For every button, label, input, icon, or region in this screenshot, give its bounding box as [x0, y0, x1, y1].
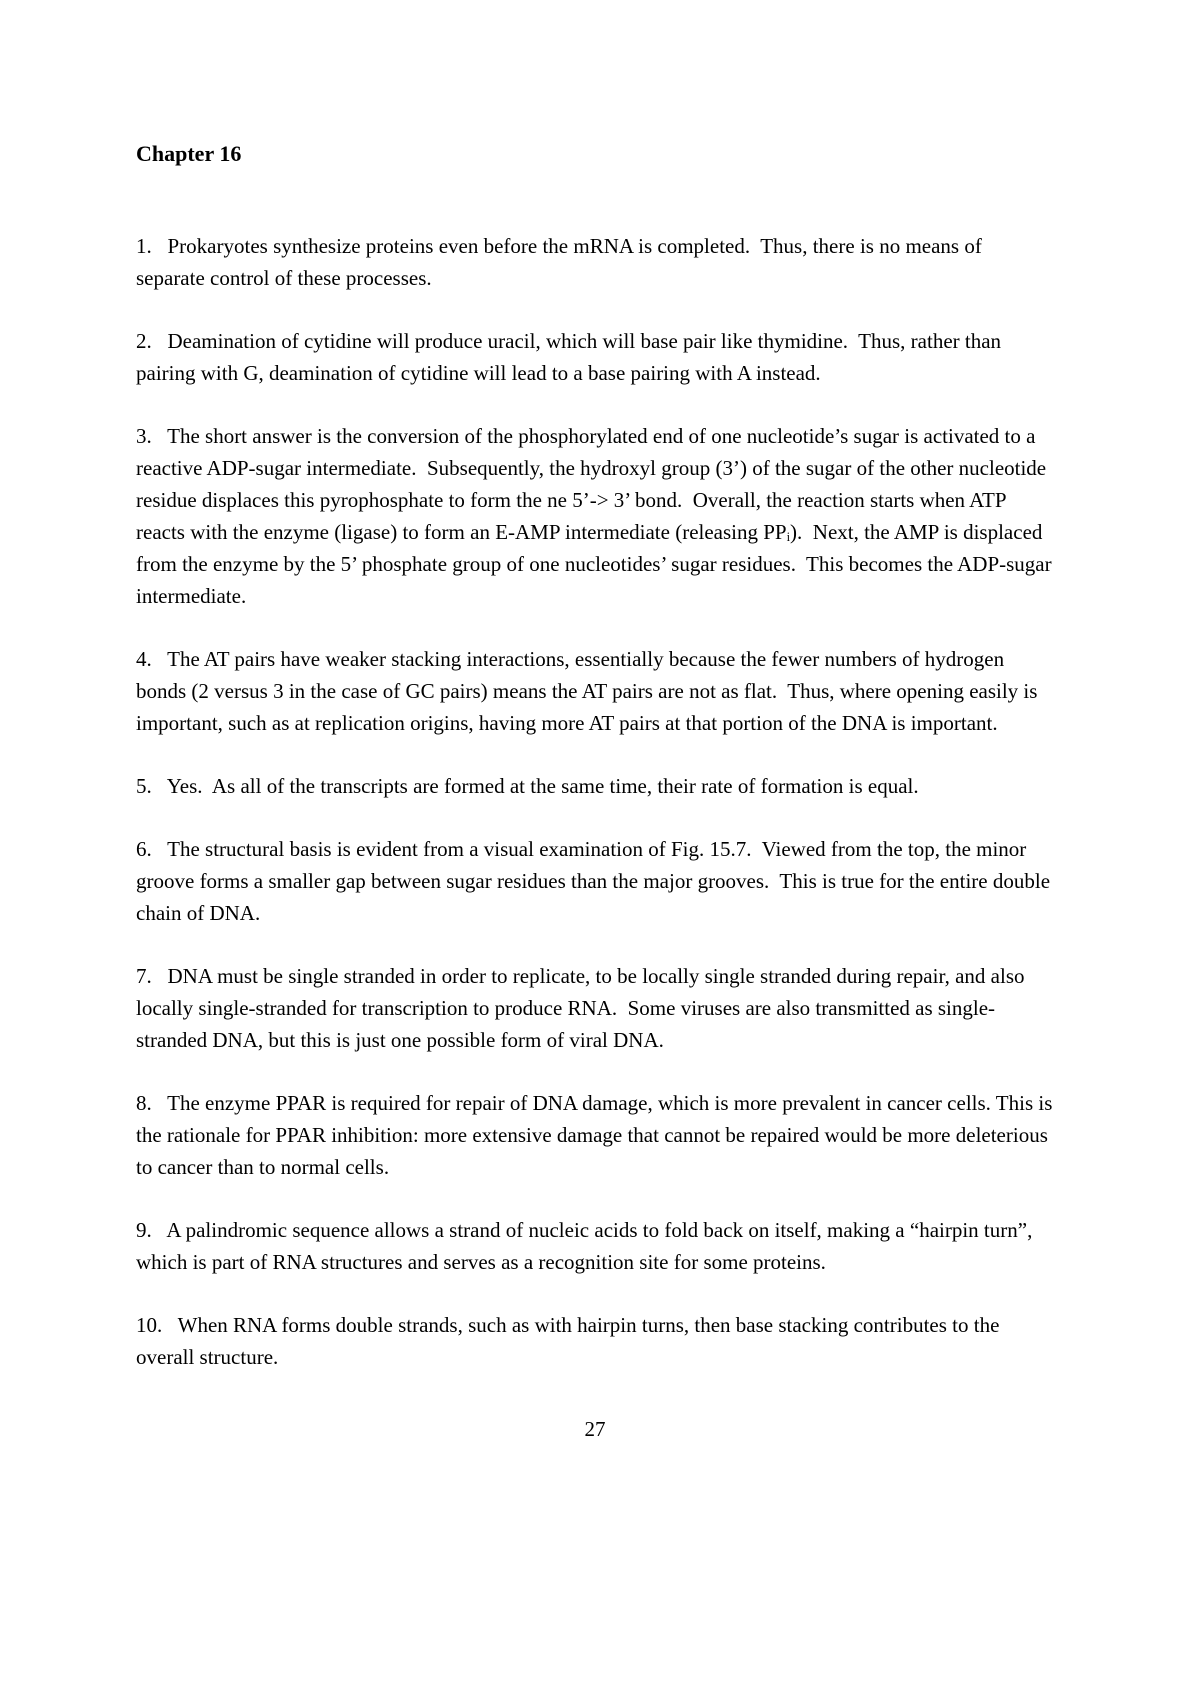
answer-paragraph-10: 10. When RNA forms double strands, such as with hairpin turns, then base stacking contributes to the overall structure.: [136, 1313, 1005, 1369]
page-number: 27: [584, 1417, 606, 1441]
answer-paragraph-8: 8. The enzyme PPAR is required for repair of DNA damage, which is more prevalent in cancer cells. This is the rationale for PPAR inhibition: more extensive damage that cannot be repaired would be more deleterious to cancer than to normal cells.: [136, 1091, 1058, 1179]
answer-paragraph-2: 2. Deamination of cytidine will produce uracil, which will base pair like thymidine. Thus, rather than pairing with G, deamination of cytidine will lead to a base pairing with A instead.: [136, 329, 1007, 385]
answer-paragraph-6: 6. The structural basis is evident from a visual examination of Fig. 15.7. Viewed from the top, the minor groove forms a smaller gap between sugar residues than the major grooves. This is true for the entire double chain of DNA.: [136, 837, 1056, 925]
answer-paragraph-3: 3. The short answer is the conversion of the phosphorylated end of one nucleotide’s sugar is activated to a reactive ADP-sugar intermediate. Subsequently, the hydroxyl group (3’) of the sugar of the other nucleotide residue displaces this pyrophosphate to form the ne 5’-> 3’ bond. Overall, the reaction starts when ATP reacts with the enzyme (ligase) to form an E-AMP intermediate (releasing PPᵢ). Next, the AMP is displaced from the enzyme by the 5’ phosphate group of one nucleotides’ sugar residues. This becomes the ADP-sugar intermediate.: [136, 424, 1057, 608]
answer-paragraph-9: 9. A palindromic sequence allows a strand of nucleic acids to fold back on itself, making a “hairpin turn”, which is part of RNA structures and serves as a recognition site for some proteins.: [136, 1218, 1038, 1274]
answer-paragraph-1: 1. Prokaryotes synthesize proteins even before the mRNA is completed. Thus, there is no means of separate control of these processes.: [136, 234, 988, 290]
answer-paragraph-4: 4. The AT pairs have weaker stacking interactions, essentially because the fewer numbers of hydrogen bonds (2 versus 3 in the case of GC pairs) means the AT pairs are not as flat. Thus, where opening easily is important, such as at replication origins, having more AT pairs at that portion of the DNA is important.: [136, 647, 1043, 735]
chapter-title: Chapter 16: [136, 141, 242, 166]
answer-paragraph-7: 7. DNA must be single stranded in order to replicate, to be locally single stranded during repair, and also locally single-stranded for transcription to produce RNA. Some viruses are also transmitted as single-stranded DNA, but this is just one possible form of viral DNA.: [136, 964, 1030, 1052]
answer-paragraph-5: 5. Yes. As all of the transcripts are formed at the same time, their rate of formation is equal.: [136, 774, 919, 798]
